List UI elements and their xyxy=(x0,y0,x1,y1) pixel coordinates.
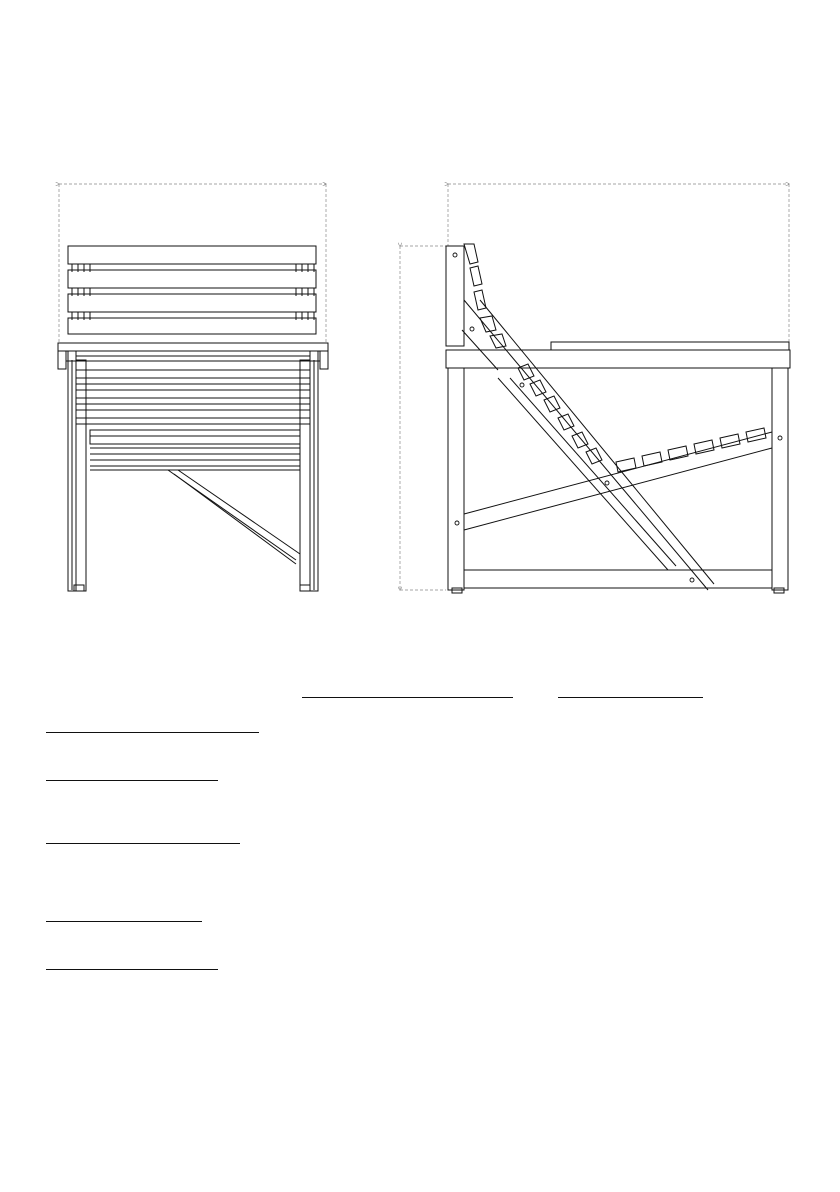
caption-blank-line xyxy=(46,843,240,844)
front-view xyxy=(58,184,328,591)
caption-blank-line xyxy=(558,697,703,698)
side-seat-rail xyxy=(446,342,790,368)
front-seat-slats xyxy=(90,430,300,470)
front-lower-slats xyxy=(76,370,310,424)
side-backrest-slats xyxy=(464,244,506,348)
side-width-dimension xyxy=(448,184,789,342)
caption-blank-line xyxy=(46,969,218,970)
front-legs xyxy=(68,351,318,591)
side-seat-slats xyxy=(616,428,766,472)
caption-blank-line xyxy=(302,697,513,698)
caption-blank-line xyxy=(46,921,202,922)
side-inner-slats xyxy=(498,364,676,570)
front-diagonal-brace xyxy=(168,470,300,564)
side-screw-holes xyxy=(453,253,782,582)
caption-blank-line xyxy=(46,732,259,733)
caption-blank-line xyxy=(46,780,218,781)
side-legs xyxy=(448,368,788,593)
side-diagonal-board xyxy=(462,300,714,590)
side-height-dimension xyxy=(400,246,446,590)
side-back-post xyxy=(446,246,464,346)
front-backrest-slats xyxy=(68,246,316,334)
side-view xyxy=(400,184,790,593)
front-seat xyxy=(58,343,328,369)
side-bottom-stretcher xyxy=(464,570,772,588)
